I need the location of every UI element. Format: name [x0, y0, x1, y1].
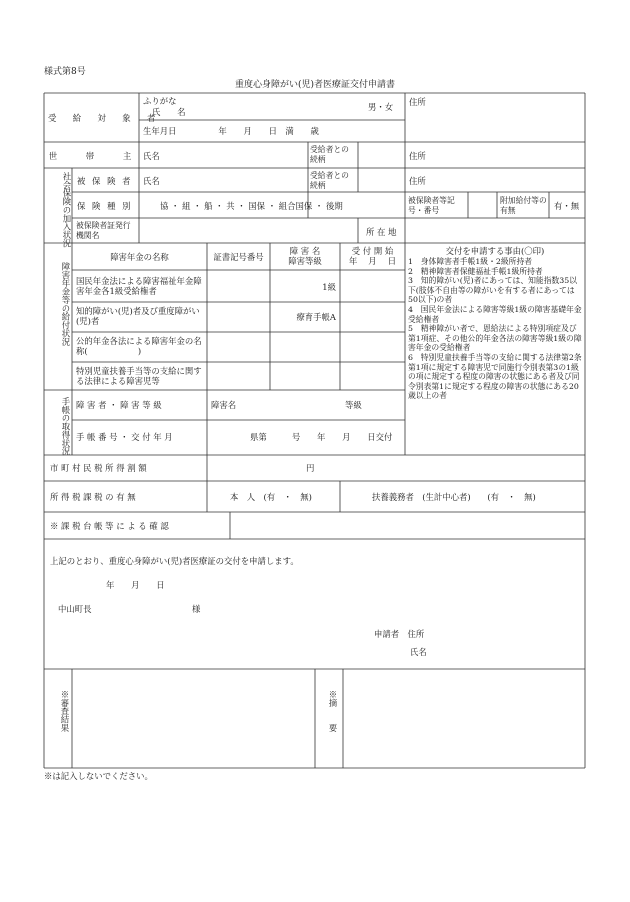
- pension-header-number: 証書記号番号: [213, 252, 264, 262]
- footnote: ※は記入しないでください。: [44, 771, 153, 781]
- form-number: 様式第8号: [44, 67, 86, 77]
- pension-header-start: 受 付 開 始 年 月 日: [348, 246, 397, 266]
- handbook-number-value[interactable]: 県第 号 年 月 日交付: [250, 432, 393, 442]
- handbook-grade-value[interactable]: 障害名 等級: [211, 400, 362, 410]
- income-tax-label: 所 得 税 課 税 の 有 無: [50, 492, 136, 502]
- addressee: 中山町長: [58, 604, 92, 614]
- handbook-group-label: 手帳の取得状況: [61, 397, 71, 456]
- applicant-address-label: 申請者 住所: [374, 629, 425, 639]
- handbook-grade-label: 障 害 者 ・ 障 害 等 級: [76, 400, 162, 410]
- income-tax-dependent[interactable]: 扶養義務者 (生計中心者) (有 ・ 無): [372, 492, 536, 502]
- recipient-address-label: 住所: [409, 97, 426, 107]
- handbook-number-label: 手 帳 番 号 ・ 交 付 年 月: [76, 432, 173, 442]
- reasons-header: 交付を申請する事由(〇印): [445, 246, 545, 256]
- pension-group-label: 障害年金等の給付状況: [61, 262, 71, 346]
- insurance-type-label: 保 険 種 別: [77, 201, 133, 211]
- pension-row-grade: 1級: [322, 282, 336, 292]
- insured-name-label: 氏名: [143, 176, 160, 186]
- extra-benefit-label: 附加給付等の有無: [500, 196, 547, 215]
- recipient-name-label: 氏 名: [152, 107, 186, 117]
- householder-name-label: 氏名: [143, 151, 160, 161]
- insurance-number-label: 被保険者等記号・番号: [408, 196, 455, 215]
- application-statement: 上記のとおり、重度心身障がい(児)者医療証の交付を申請します。: [50, 556, 299, 566]
- extra-benefit-options[interactable]: 有・無: [554, 201, 580, 211]
- furigana-label: ふりがな: [143, 96, 177, 106]
- householder-relation-label: 受給者との続柄: [310, 145, 349, 164]
- applicant-name-label: 氏名: [410, 647, 427, 657]
- birthdate-field[interactable]: 生年月日 年 月 日 満 歳: [143, 126, 319, 136]
- insurance-group-label: 社会保険の加入状況: [62, 172, 72, 248]
- location-label: 所 在 地: [366, 227, 397, 237]
- insured-address-label: 住所: [409, 176, 426, 186]
- addressee-honorific: 様: [192, 604, 201, 614]
- municipal-tax-unit: 円: [306, 463, 315, 473]
- pension-header-grade: 障 害 名 障害等級: [288, 246, 322, 266]
- insurance-type-options[interactable]: 協 ・ 組 ・ 船 ・ 共 ・ 国保 ・ 組合国保 ・ 後期: [160, 201, 343, 211]
- insured-label: 被 保 険 者: [77, 176, 133, 186]
- review-notes-label: ※摘 要: [328, 690, 338, 732]
- pension-row-name: 知的障がい(児)者及び重度障がい(児)者: [76, 306, 200, 326]
- tax-ledger-label: ※ 課 税 台 帳 等 に よ る 確 認: [50, 521, 169, 531]
- form-title: 重度心身障がい(児)者医療証交付申請書: [234, 80, 396, 90]
- sex-field[interactable]: 男・女: [368, 102, 394, 112]
- application-date[interactable]: 年 月 日: [106, 580, 165, 590]
- pension-row-grade: 療育手帳A: [296, 312, 336, 322]
- pension-row-name: 国民年金法による障害福祉年金障害年金各1級受給権者: [76, 276, 202, 296]
- review-result-label: ※審査結果: [60, 690, 70, 732]
- municipal-tax-label: 市 町 村 民 税 所 得 割 額: [50, 463, 147, 473]
- recipient-label: 受 給 対 象 者: [48, 113, 160, 123]
- householder-label: 世 帯 主: [48, 151, 136, 161]
- reasons-list[interactable]: 1 身体障害者手帳1級・2級所持者 2 精神障害者保健福祉手帳1級所持者 3 知的障がい(児)者にあっては、知能指数35以下(肢体不自由等の障がいを有する者にあっては50以下)の者 4 国民年金法による障害等級1級の障害基礎年金受給権者 5 精神障がい者で、恩給法による特別項症及び第1項症、その他公的年金各法の障害等級1級の障害年金の受給権者 6 特別児童扶養手当等の支給に関する法律第2条第1項に規定する障害児で同施行令別表第3の1級の項に規定する程度の障害の状態にある者及び同令別表第1に規定する程度の障害の状態にある20歳以上の者: [408, 257, 582, 401]
- pension-row-name: 特別児童扶養手当等の支給に関する法律による障害児等: [76, 366, 202, 386]
- householder-address-label: 住所: [409, 151, 426, 161]
- issuer-label: 被保険者証発行機関名: [76, 221, 131, 240]
- pension-header-name: 障害年金の名称: [110, 252, 169, 262]
- pension-row-name: 公的年金各法による障害年金の名称( ): [76, 336, 202, 356]
- insured-relation-label: 受給者との続柄: [310, 171, 349, 190]
- income-tax-self[interactable]: 本 人 (有 ・ 無): [230, 492, 312, 502]
